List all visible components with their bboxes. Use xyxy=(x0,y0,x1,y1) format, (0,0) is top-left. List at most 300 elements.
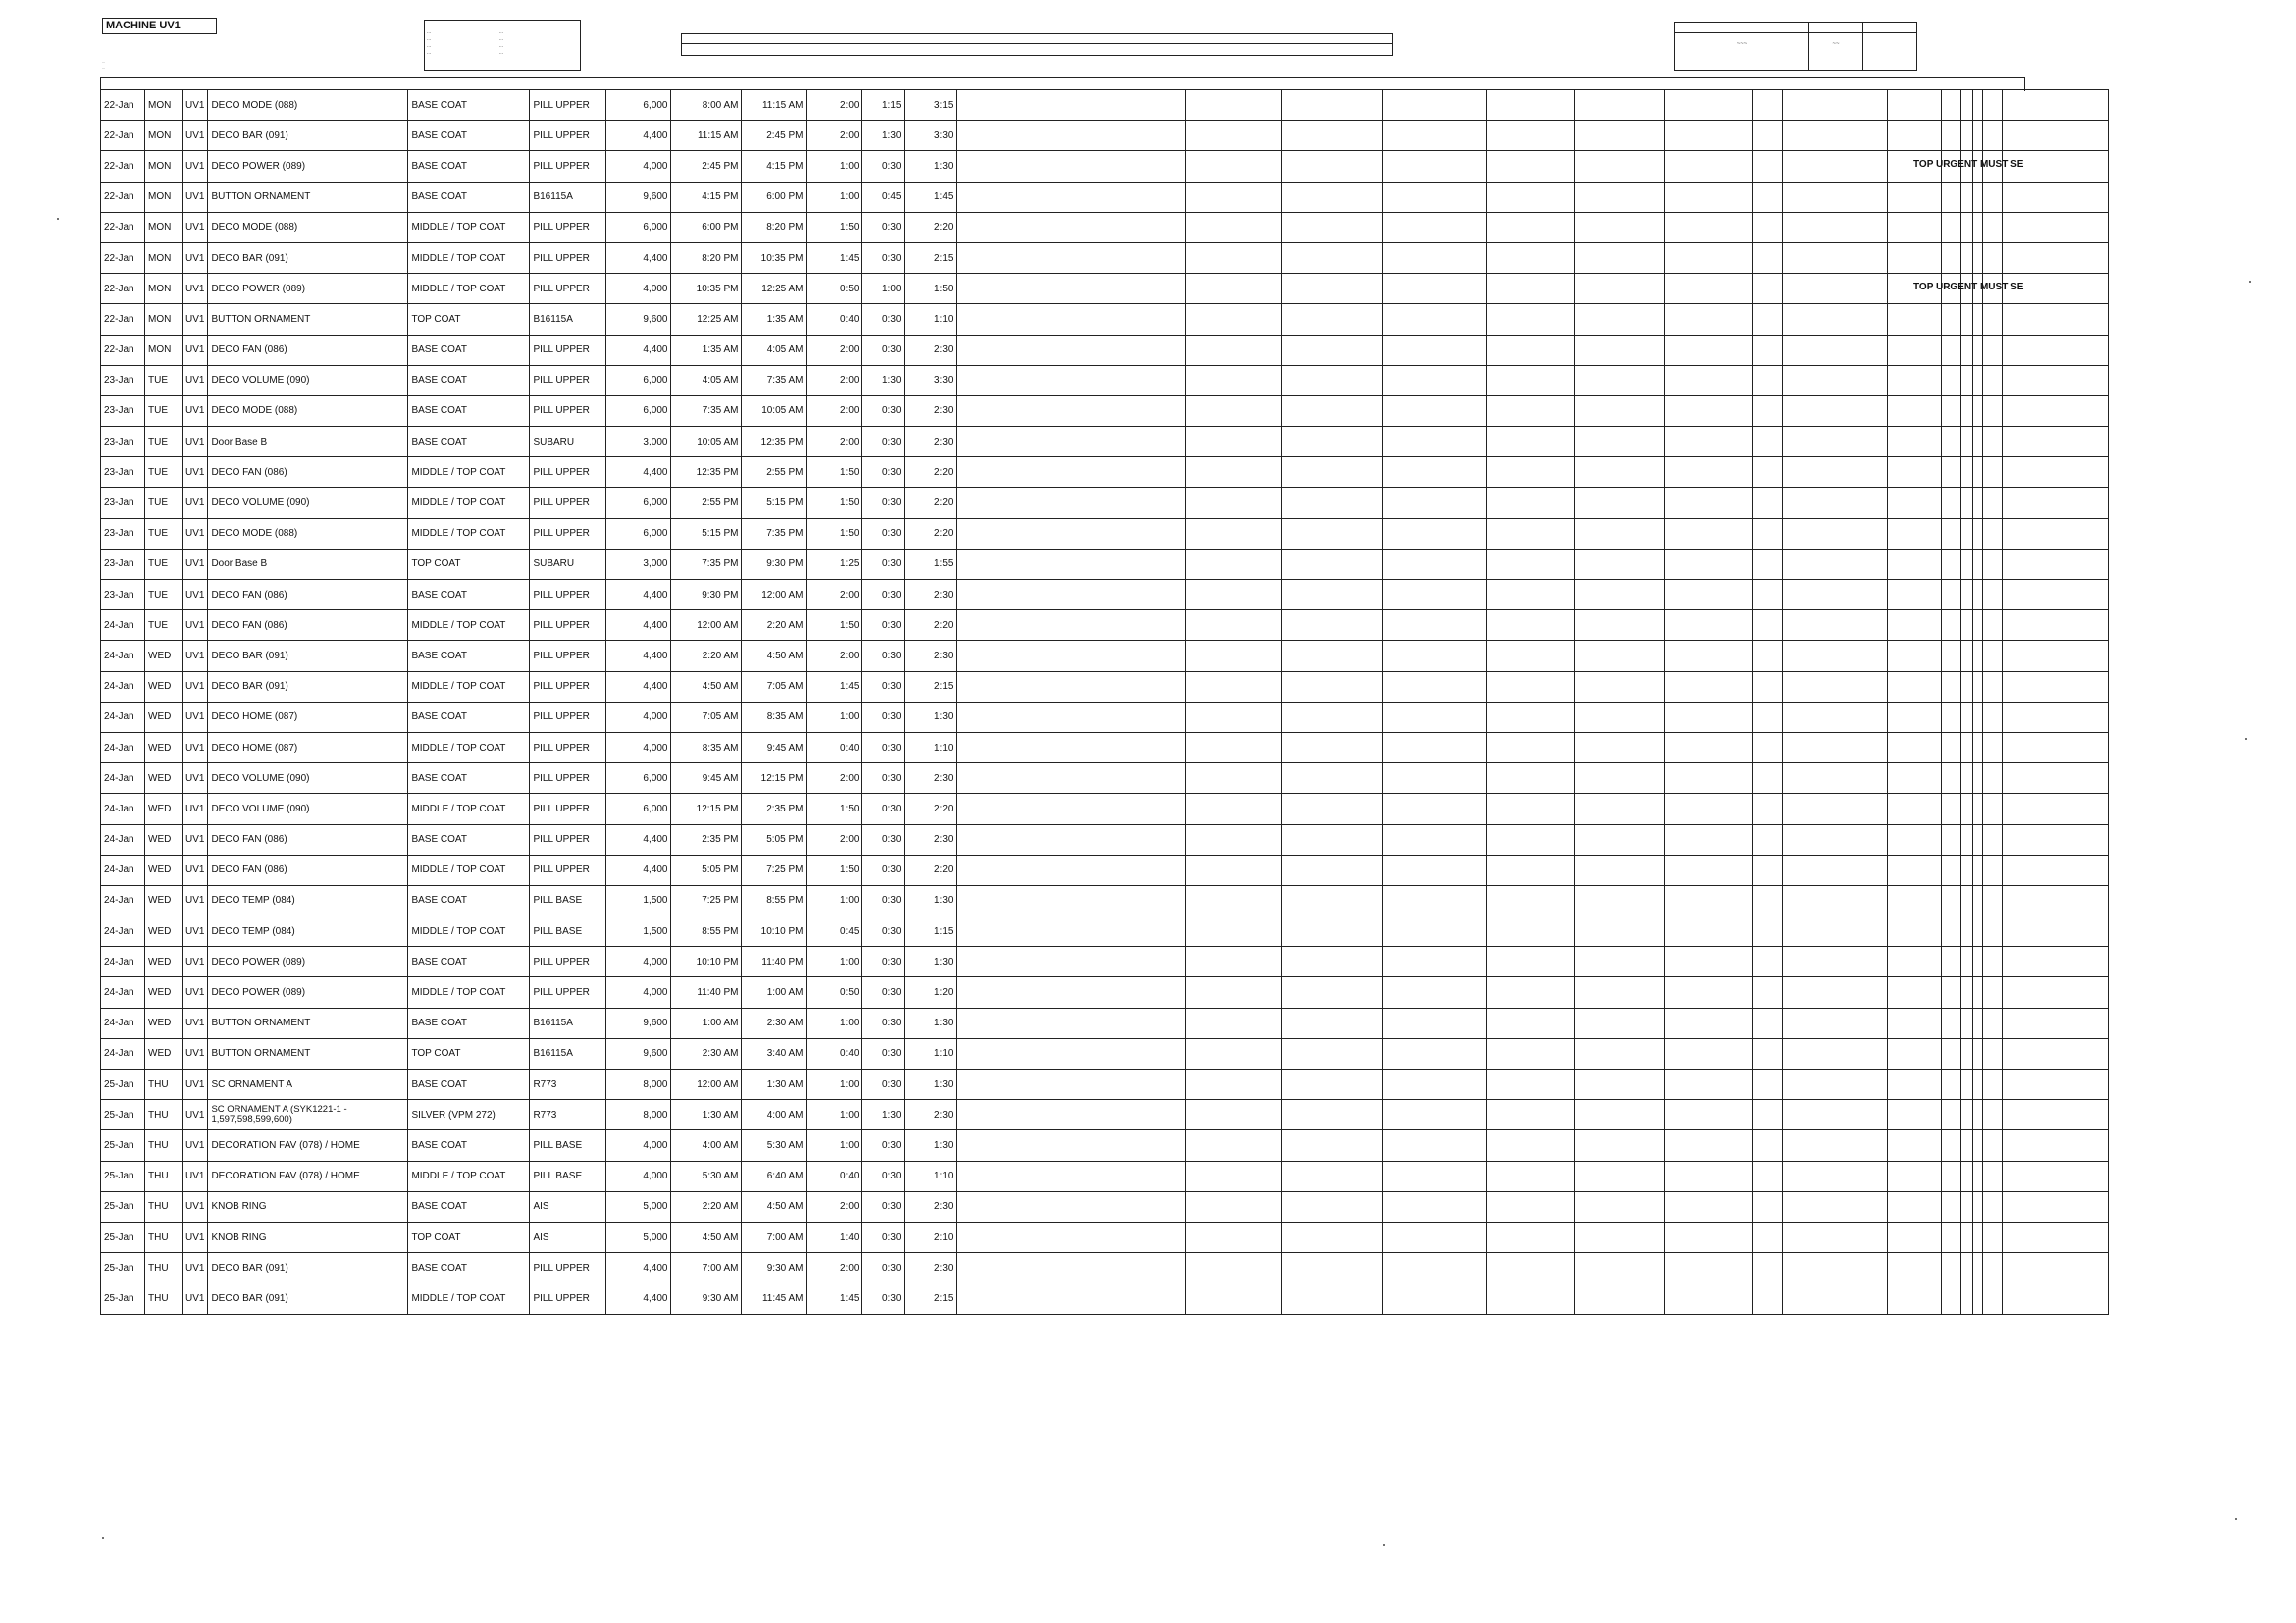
cell-date: 24-Jan xyxy=(101,732,145,762)
cell-end-time: 12:25 AM xyxy=(742,274,807,304)
cell-empty xyxy=(1575,335,1665,365)
cell-empty xyxy=(1186,1161,1282,1191)
cell-spray-time: 0:40 xyxy=(807,732,862,762)
cell-quantity: 4,400 xyxy=(606,1253,671,1283)
cell-empty xyxy=(1942,641,1961,671)
cell-colour: MIDDLE / TOP COAT xyxy=(408,457,530,488)
cell-colour: TOP COAT xyxy=(408,304,530,335)
cell-empty xyxy=(2003,427,2109,457)
cell-empty xyxy=(1487,488,1575,518)
cell-day: TUE xyxy=(145,580,183,610)
cell-empty xyxy=(1753,1070,1783,1100)
cell-empty xyxy=(1487,1100,1575,1130)
cell-spray-time: 1:00 xyxy=(807,1130,862,1161)
cell-empty xyxy=(1575,365,1665,395)
cell-empty xyxy=(1665,1038,1753,1069)
cell-empty xyxy=(1383,1222,1487,1252)
cell-empty xyxy=(1961,1038,1973,1069)
cell-empty xyxy=(1888,794,1942,824)
cell-mould: SUBARU xyxy=(530,427,606,457)
cell-empty xyxy=(1973,488,1983,518)
cell-day: TUE xyxy=(145,427,183,457)
cell-empty xyxy=(1961,1161,1973,1191)
cell-empty xyxy=(1665,457,1753,488)
cell-empty xyxy=(1487,335,1575,365)
cell-start-time: 2:20 AM xyxy=(671,641,742,671)
cell-end-time: 10:10 PM xyxy=(742,916,807,947)
cell-empty xyxy=(1186,977,1282,1008)
cell-empty xyxy=(1942,885,1961,916)
cell-end-time: 6:00 PM xyxy=(742,182,807,212)
cell-empty xyxy=(1186,855,1282,885)
cell-empty xyxy=(957,518,1186,549)
cell-empty xyxy=(1487,1222,1575,1252)
cell-end-time: 2:20 AM xyxy=(742,610,807,641)
cell-empty xyxy=(1783,212,1888,242)
cell-start-time: 2:20 AM xyxy=(671,1191,742,1222)
cell-empty xyxy=(1888,121,1942,151)
cell-total-time: 2:20 xyxy=(905,855,957,885)
cell-spray-time: 1:00 xyxy=(807,151,862,182)
cell-empty xyxy=(1282,732,1383,762)
cell-empty xyxy=(1282,457,1383,488)
cell-start-time: 9:30 AM xyxy=(671,1283,742,1314)
cell-empty xyxy=(1282,304,1383,335)
cell-quantity: 4,000 xyxy=(606,274,671,304)
cell-mould: PILL UPPER xyxy=(530,395,606,426)
cell-date: 23-Jan xyxy=(101,518,145,549)
table-row xyxy=(101,304,2109,335)
cell-empty xyxy=(1282,1038,1383,1069)
cell-day: WED xyxy=(145,1008,183,1038)
table-row xyxy=(101,1222,2109,1252)
cell-spray-time: 0:40 xyxy=(807,304,862,335)
cell-empty xyxy=(1575,182,1665,212)
cell-empty xyxy=(2003,855,2109,885)
table-row xyxy=(101,242,2109,273)
cell-empty xyxy=(1665,1283,1753,1314)
cell-setup-time: 0:30 xyxy=(862,457,905,488)
cell-date: 25-Jan xyxy=(101,1283,145,1314)
cell-empty xyxy=(1575,855,1665,885)
cell-empty xyxy=(1282,1070,1383,1100)
table-row xyxy=(101,274,2109,304)
table-row xyxy=(101,1100,2109,1130)
cell-empty xyxy=(1186,732,1282,762)
cell-empty xyxy=(1186,121,1282,151)
cell-empty xyxy=(1383,365,1487,395)
cell-quantity: 1,500 xyxy=(606,885,671,916)
cell-empty xyxy=(1487,763,1575,794)
cell-empty xyxy=(1665,824,1753,855)
cell-empty xyxy=(1665,641,1753,671)
table-row xyxy=(101,794,2109,824)
cell-mould: PILL BASE xyxy=(530,1161,606,1191)
cell-empty xyxy=(1186,1008,1282,1038)
cell-empty xyxy=(1961,242,1973,273)
cell-empty xyxy=(1383,182,1487,212)
cell-colour: BASE COAT xyxy=(408,1070,530,1100)
cell-empty xyxy=(2003,1038,2109,1069)
table-row xyxy=(101,702,2109,732)
cell-quantity: 8,000 xyxy=(606,1100,671,1130)
cell-quantity: 5,000 xyxy=(606,1191,671,1222)
cell-start-time: 2:35 PM xyxy=(671,824,742,855)
cell-date: 25-Jan xyxy=(101,1130,145,1161)
cell-empty xyxy=(1942,182,1961,212)
cell-end-time: 10:05 AM xyxy=(742,395,807,426)
cell-empty xyxy=(957,1130,1186,1161)
cell-empty xyxy=(1665,732,1753,762)
cell-empty xyxy=(1888,90,1942,121)
cell-empty xyxy=(1973,1283,1983,1314)
cell-empty xyxy=(1783,977,1888,1008)
cell-empty xyxy=(1487,855,1575,885)
cell-empty xyxy=(1888,885,1942,916)
cell-empty xyxy=(1282,182,1383,212)
cell-start-time: 4:50 AM xyxy=(671,1222,742,1252)
cell-part-name: DECO BAR (091) xyxy=(208,1283,408,1314)
cell-day: MON xyxy=(145,121,183,151)
cell-empty xyxy=(1973,121,1983,151)
cell-part-name: DECO MODE (088) xyxy=(208,518,408,549)
cell-empty xyxy=(1888,1070,1942,1100)
cell-date: 23-Jan xyxy=(101,580,145,610)
cell-colour: MIDDLE / TOP COAT xyxy=(408,610,530,641)
cell-end-time: 7:35 AM xyxy=(742,365,807,395)
cell-empty xyxy=(1783,947,1888,977)
cell-empty xyxy=(1961,947,1973,977)
cell-part-name: DECO HOME (087) xyxy=(208,702,408,732)
cell-day: MON xyxy=(145,335,183,365)
cell-empty xyxy=(1186,182,1282,212)
cell-empty xyxy=(1282,671,1383,702)
cell-start-time: 4:15 PM xyxy=(671,182,742,212)
cell-empty xyxy=(2003,1130,2109,1161)
cell-empty xyxy=(1888,1222,1942,1252)
cell-empty xyxy=(1973,549,1983,579)
cell-machine: UV1 xyxy=(183,641,208,671)
cell-total-time: 2:30 xyxy=(905,427,957,457)
cell-setup-time: 1:30 xyxy=(862,1100,905,1130)
cell-empty xyxy=(1282,824,1383,855)
cell-part-name: DECO VOLUME (090) xyxy=(208,794,408,824)
cell-part-name: DECO MODE (088) xyxy=(208,90,408,121)
cell-empty xyxy=(1665,1222,1753,1252)
cell-end-time: 8:20 PM xyxy=(742,212,807,242)
cell-empty xyxy=(957,824,1186,855)
cell-spray-time: 1:00 xyxy=(807,885,862,916)
cell-day: TUE xyxy=(145,365,183,395)
cell-empty xyxy=(1961,121,1973,151)
cell-empty xyxy=(1575,1191,1665,1222)
cell-empty xyxy=(1282,1008,1383,1038)
cell-date: 23-Jan xyxy=(101,457,145,488)
cell-day: TUE xyxy=(145,518,183,549)
cell-empty xyxy=(957,335,1186,365)
cell-empty xyxy=(1487,121,1575,151)
cell-start-time: 11:15 AM xyxy=(671,121,742,151)
cell-empty xyxy=(1973,824,1983,855)
cell-empty xyxy=(1753,1130,1783,1161)
cell-setup-time: 0:30 xyxy=(862,1130,905,1161)
cell-colour: BASE COAT xyxy=(408,1191,530,1222)
cell-empty xyxy=(1961,1070,1973,1100)
remark-urgent: TOP URGENT MUST SE xyxy=(1913,282,2024,293)
cell-day: THU xyxy=(145,1283,183,1314)
cell-setup-time: 0:30 xyxy=(862,763,905,794)
cell-empty xyxy=(1942,90,1961,121)
cell-empty xyxy=(1753,1008,1783,1038)
cell-empty xyxy=(1783,1100,1888,1130)
cell-empty xyxy=(957,182,1186,212)
cell-part-name: DECO POWER (089) xyxy=(208,274,408,304)
cell-empty xyxy=(1753,365,1783,395)
cell-day: TUE xyxy=(145,610,183,641)
shift-info-box: ... ... ... ... ...... ... ... ... ... xyxy=(424,20,581,71)
cell-empty xyxy=(1753,1161,1783,1191)
cell-empty xyxy=(1186,427,1282,457)
cell-empty xyxy=(957,1222,1186,1252)
cell-mould: PILL UPPER xyxy=(530,702,606,732)
cell-start-time: 12:35 PM xyxy=(671,457,742,488)
cell-empty xyxy=(1186,274,1282,304)
cell-spray-time: 0:45 xyxy=(807,916,862,947)
cell-colour: TOP COAT xyxy=(408,1222,530,1252)
cell-empty xyxy=(1753,794,1783,824)
cell-machine: UV1 xyxy=(183,610,208,641)
cell-colour: BASE COAT xyxy=(408,427,530,457)
cell-date: 22-Jan xyxy=(101,121,145,151)
cell-setup-time: 1:00 xyxy=(862,274,905,304)
cell-day: WED xyxy=(145,641,183,671)
cell-empty xyxy=(1888,641,1942,671)
cell-empty xyxy=(1783,732,1888,762)
cell-empty xyxy=(1961,1222,1973,1252)
cell-empty xyxy=(1282,1283,1383,1314)
cell-empty xyxy=(1487,427,1575,457)
cell-empty xyxy=(1282,1161,1383,1191)
cell-mould: R773 xyxy=(530,1070,606,1100)
cell-machine: UV1 xyxy=(183,885,208,916)
cell-part-name: DECO VOLUME (090) xyxy=(208,365,408,395)
cell-machine: UV1 xyxy=(183,1038,208,1069)
cell-empty xyxy=(1942,549,1961,579)
cell-empty xyxy=(1961,1191,1973,1222)
cell-colour: SILVER (VPM 272) xyxy=(408,1100,530,1130)
cell-empty xyxy=(1942,1222,1961,1252)
cell-machine: UV1 xyxy=(183,1070,208,1100)
cell-empty xyxy=(1665,671,1753,702)
cell-colour: BASE COAT xyxy=(408,1008,530,1038)
cell-date: 24-Jan xyxy=(101,977,145,1008)
cell-empty xyxy=(1282,549,1383,579)
cell-empty xyxy=(957,702,1186,732)
cell-machine: UV1 xyxy=(183,732,208,762)
cell-empty xyxy=(1383,457,1487,488)
cell-day: THU xyxy=(145,1130,183,1161)
cell-empty xyxy=(1282,488,1383,518)
cell-spray-time: 2:00 xyxy=(807,1191,862,1222)
cell-day: MON xyxy=(145,182,183,212)
cell-machine: UV1 xyxy=(183,1100,208,1130)
cell-total-time: 2:30 xyxy=(905,580,957,610)
cell-empty xyxy=(957,90,1186,121)
cell-spray-time: 0:40 xyxy=(807,1161,862,1191)
cell-empty xyxy=(957,1283,1186,1314)
cell-empty xyxy=(1961,763,1973,794)
cell-empty xyxy=(1783,395,1888,426)
cell-setup-time: 0:30 xyxy=(862,580,905,610)
cell-empty xyxy=(1973,304,1983,335)
cell-empty xyxy=(957,885,1186,916)
cell-empty xyxy=(1665,274,1753,304)
cell-machine: UV1 xyxy=(183,702,208,732)
cell-colour: BASE COAT xyxy=(408,824,530,855)
cell-empty xyxy=(1487,1130,1575,1161)
cell-empty xyxy=(1383,151,1487,182)
cell-empty xyxy=(1665,977,1753,1008)
table-row xyxy=(101,1283,2109,1314)
cell-mould: PILL UPPER xyxy=(530,121,606,151)
cell-machine: UV1 xyxy=(183,671,208,702)
cell-empty xyxy=(1487,457,1575,488)
cell-empty xyxy=(1942,212,1961,242)
cell-empty xyxy=(1383,1253,1487,1283)
cell-date: 25-Jan xyxy=(101,1222,145,1252)
cell-part-name: DECO TEMP (084) xyxy=(208,885,408,916)
cell-spray-time: 1:50 xyxy=(807,610,862,641)
cell-empty xyxy=(1186,702,1282,732)
cell-day: TUE xyxy=(145,395,183,426)
cell-total-time: 2:30 xyxy=(905,824,957,855)
cell-empty xyxy=(1665,702,1753,732)
cell-empty xyxy=(2003,518,2109,549)
cell-date: 22-Jan xyxy=(101,90,145,121)
cell-empty xyxy=(1973,212,1983,242)
cell-end-time: 2:35 PM xyxy=(742,794,807,824)
cell-empty xyxy=(1973,702,1983,732)
remark-urgent: TOP URGENT MUST SE xyxy=(1913,159,2024,171)
cell-mould: PILL BASE xyxy=(530,885,606,916)
cell-day: WED xyxy=(145,947,183,977)
cell-empty xyxy=(1753,916,1783,947)
cell-empty xyxy=(2003,641,2109,671)
cell-quantity: 4,400 xyxy=(606,824,671,855)
cell-empty xyxy=(1665,885,1753,916)
table-row xyxy=(101,671,2109,702)
cell-quantity: 6,000 xyxy=(606,90,671,121)
cell-empty xyxy=(2003,488,2109,518)
cell-empty xyxy=(1282,885,1383,916)
cell-empty xyxy=(1783,916,1888,947)
cell-empty xyxy=(1973,1100,1983,1130)
cell-empty xyxy=(1783,427,1888,457)
scan-speck xyxy=(57,218,59,220)
table-row xyxy=(101,916,2109,947)
table-row xyxy=(101,580,2109,610)
cell-empty xyxy=(1961,794,1973,824)
cell-date: 24-Jan xyxy=(101,671,145,702)
cell-empty xyxy=(1961,488,1973,518)
cell-empty xyxy=(1973,395,1983,426)
table-row xyxy=(101,885,2109,916)
cell-start-time: 1:30 AM xyxy=(671,1100,742,1130)
cell-machine: UV1 xyxy=(183,947,208,977)
cell-empty xyxy=(1665,335,1753,365)
cell-day: THU xyxy=(145,1070,183,1100)
cell-quantity: 9,600 xyxy=(606,304,671,335)
cell-empty xyxy=(1888,457,1942,488)
cell-empty xyxy=(957,304,1186,335)
cell-empty xyxy=(1665,242,1753,273)
cell-empty xyxy=(1665,1191,1753,1222)
cell-empty xyxy=(1487,702,1575,732)
cell-day: WED xyxy=(145,732,183,762)
cell-empty xyxy=(1575,794,1665,824)
cell-empty xyxy=(1753,1222,1783,1252)
cell-empty xyxy=(1942,1161,1961,1191)
cell-spray-time: 2:00 xyxy=(807,763,862,794)
cell-end-time: 11:45 AM xyxy=(742,1283,807,1314)
cell-machine: UV1 xyxy=(183,549,208,579)
cell-empty xyxy=(2003,947,2109,977)
cell-date: 25-Jan xyxy=(101,1161,145,1191)
cell-start-time: 5:30 AM xyxy=(671,1161,742,1191)
cell-empty xyxy=(1961,732,1973,762)
cell-empty xyxy=(1783,151,1888,182)
cell-empty xyxy=(957,1100,1186,1130)
cell-end-time: 7:25 PM xyxy=(742,855,807,885)
cell-mould: SUBARU xyxy=(530,549,606,579)
cell-empty xyxy=(1186,335,1282,365)
cell-part-name: DECO FAN (086) xyxy=(208,855,408,885)
cell-empty xyxy=(1665,304,1753,335)
cell-empty xyxy=(1282,274,1383,304)
cell-quantity: 4,400 xyxy=(606,580,671,610)
cell-empty xyxy=(1783,763,1888,794)
cell-day: TUE xyxy=(145,488,183,518)
cell-empty xyxy=(1665,518,1753,549)
cell-day: THU xyxy=(145,1253,183,1283)
cell-mould: PILL BASE xyxy=(530,1130,606,1161)
cell-empty xyxy=(1961,885,1973,916)
cell-start-time: 4:00 AM xyxy=(671,1130,742,1161)
cell-total-time: 1:10 xyxy=(905,304,957,335)
cell-quantity: 4,400 xyxy=(606,457,671,488)
cell-empty xyxy=(1888,549,1942,579)
cell-empty xyxy=(1186,242,1282,273)
cell-empty xyxy=(1487,732,1575,762)
cell-part-name: DECO BAR (091) xyxy=(208,641,408,671)
cell-empty xyxy=(1575,610,1665,641)
cell-empty xyxy=(1783,1038,1888,1069)
cell-date: 22-Jan xyxy=(101,335,145,365)
cell-colour: MIDDLE / TOP COAT xyxy=(408,212,530,242)
cell-empty xyxy=(2003,732,2109,762)
cell-empty xyxy=(1942,1130,1961,1161)
cell-total-time: 2:20 xyxy=(905,794,957,824)
cell-empty xyxy=(1575,549,1665,579)
cell-empty xyxy=(1983,427,2003,457)
cell-start-time: 12:15 PM xyxy=(671,794,742,824)
cell-empty xyxy=(957,242,1186,273)
cell-total-time: 2:15 xyxy=(905,671,957,702)
cell-mould: PILL UPPER xyxy=(530,365,606,395)
cell-empty xyxy=(1942,824,1961,855)
cell-empty xyxy=(1983,1283,2003,1314)
cell-empty xyxy=(2003,304,2109,335)
